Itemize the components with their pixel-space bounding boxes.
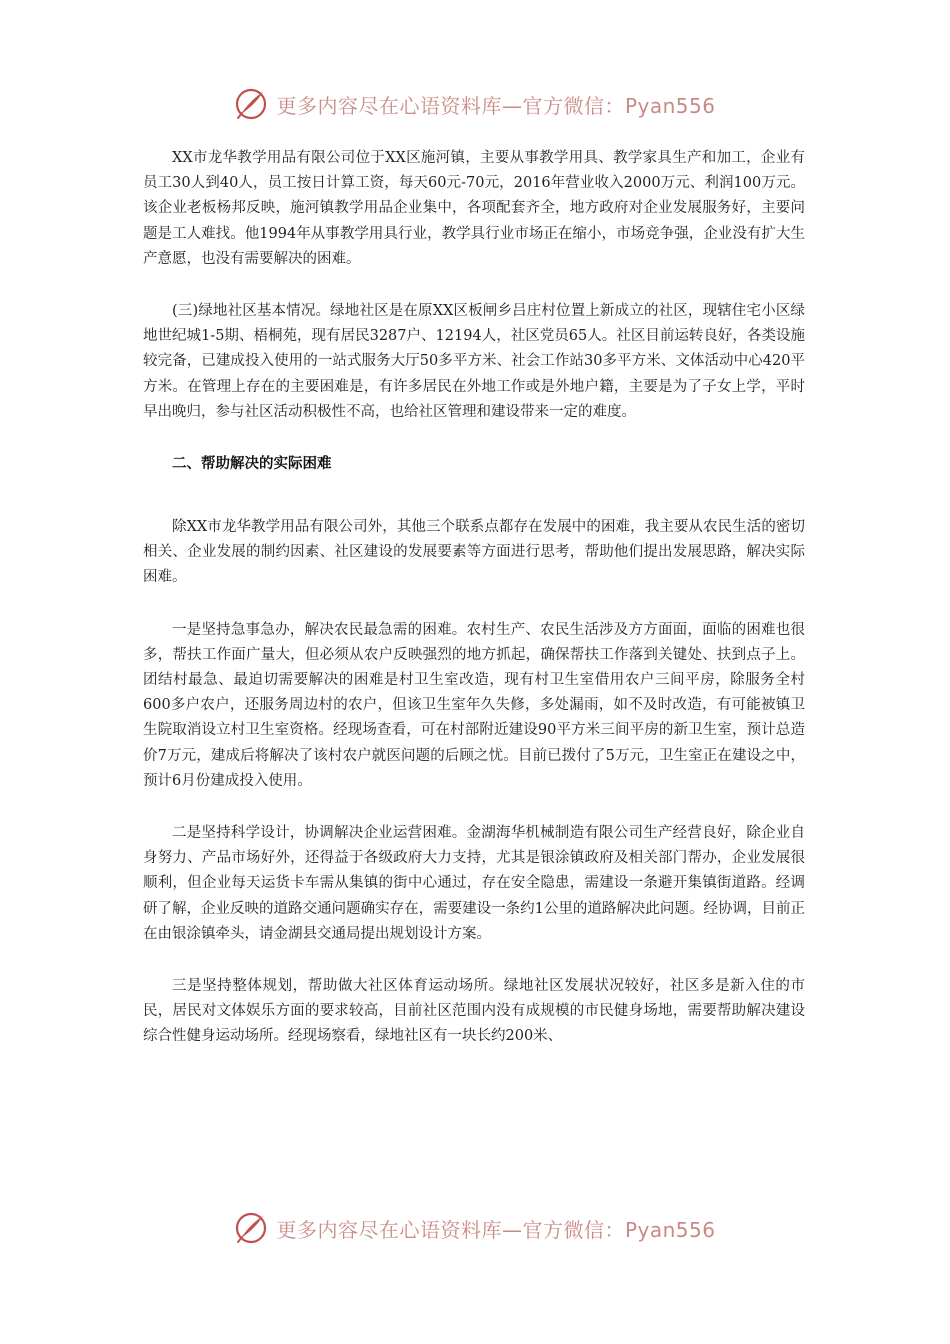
- section-heading: 二、帮助解决的实际困难: [172, 456, 332, 473]
- paragraph-difficulties-intro: 除XX市龙华教学用品有限公司外，其他三个联系点都存在发展中的困难，我主要从农民生活的密切相关、企业发展的制约因素、社区建设的发展要素等方面进行思考，帮助他们提出发展思路，解决实际困难。: [143, 519, 805, 586]
- footer-watermark: [0, 1208, 950, 1248]
- watermark-text: 更多内容尽在心语资料库—官方微信：Pyan556: [276, 93, 716, 118]
- paragraph-point-three: 三是坚持整体规划，帮助做大社区体育运动场所。绿地社区发展状况较好，社区多是新入住的市民，居民对文体娱乐方面的要求较高，目前社区范围内没有成规模的市民健身场地，需要帮助解决建设综合性健身运动场所。经现场察看，绿地社区有一块长约200米、: [143, 978, 805, 1045]
- paragraph-point-one: 一是坚持急事急办，解决农民最急需的困难。农村生产、农民生活涉及方方面面，面临的困难也很多，帮扶工作面广量大，但必须从农户反映强烈的地方抓起，确保帮扶工作落到关键处、扶到点子上。团结村最急、最迫切需要解决的困难是村卫生室改造，现有村卫生室借用农户三间平房，除服务全村600多户农户，还服务周边村的农户，但该卫生室年久失修，多处漏雨，如不及时改造，有可能被镇卫生院取消设立村卫生室资格。经现场查看，可在村部附近建设90平方米三间平房的新卫生室，预计总造价7万元，建成后将解决了该村农户就医问题的后顾之忧。目前已拨付了5万元，卫生室正在建设之中，预计6月份建成投入使用。: [143, 621, 805, 789]
- paragraph-point-two: 二是坚持科学设计，协调解决企业运营困难。金湖海华机械制造有限公司生产经营良好，除企业自身努力、产品市场好外，还得益于各级政府大力支持，尤其是银涂镇政府及相关部门帮办，企业发展很顺利，但企业每天运货卡车需从集镇的街中心通过，存在安全隐患，需建设一条避开集镇街道路。经调研了解，企业反映的道路交通问题确实存在，需要建设一条约1公里的道路解决此问题。经协调，目前正在由银涂镇牵头，请金湖县交通局提出规划设计方案。: [143, 825, 805, 942]
- paragraph-community-overview: (三)绿地社区基本情况。绿地社区是在原XX区板闸乡吕庄村位置上新成立的社区，现辖住宅小区绿地世纪城1-5期、梧桐苑，现有居民3287户、12194人，社区党员65人。社区目前运转良好，各类设施较完备，已建成投入使用的一站式服务大厅50多平方米、社会工作站30多平方米、文体活动中心420平方米。在管理上存在的主要困难是，有许多居民在外地工作或是外地户籍，主要是为了子女上学，平时早出晚归，参与社区活动积极性不高，也给社区管理和建设带来一定的难度。: [143, 303, 805, 420]
- watermark-text: 更多内容尽在心语资料库—官方微信：Pyan556: [276, 1217, 716, 1242]
- paragraph-company-intro: XX市龙华教学用品有限公司位于XX区施河镇，主要从事教学用具、教学家具生产和加工，企业有员工30人到40人，员工按日计算工资，每天60元-70元，2016年营业收入2000万元、利润100万元。该企业老板杨邦反映，施河镇教学用品企业集中，各项配套齐全，地方政府对企业发展服务好，主要问题是工人难找。他1994年从事教学用具行业，教学具行业市场正在缩小，市场竞争强，企业没有扩大生产意愿，也没有需要解决的困难。: [143, 150, 805, 267]
- quill-logo-icon: [234, 1211, 268, 1245]
- document-body: [143, 146, 805, 1077]
- quill-logo-icon: [234, 87, 268, 121]
- header-watermark: [0, 84, 950, 124]
